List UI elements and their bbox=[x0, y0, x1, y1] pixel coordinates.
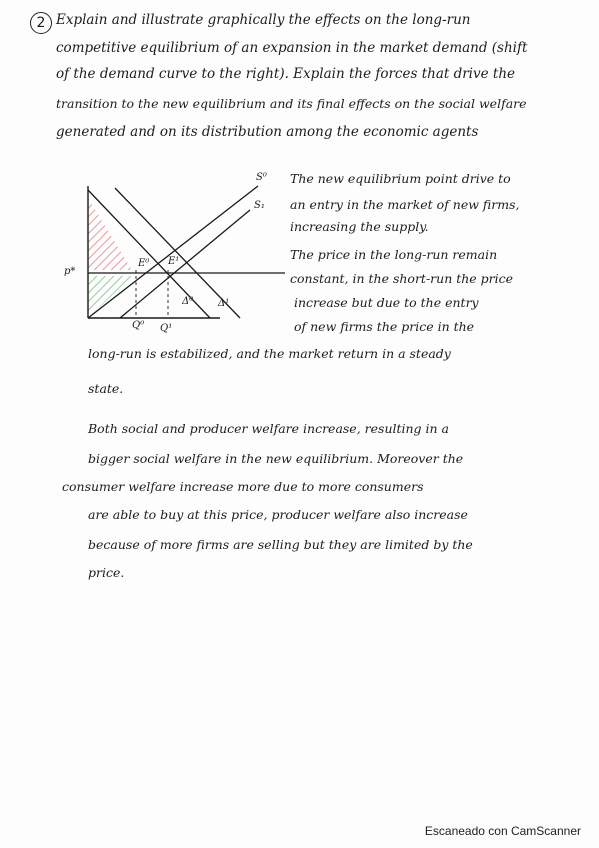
producer-surplus-area bbox=[88, 276, 132, 318]
question-line-3: of the demand curve to the right). Explain the forces that drive the bbox=[56, 66, 516, 82]
answer-right-line-6: increase but due to the entry bbox=[294, 295, 479, 310]
label-q0: Q⁰ bbox=[132, 320, 145, 331]
label-d0: Δ⁰ bbox=[182, 296, 194, 307]
answer-right-line-1: The new equilibrium point drive to bbox=[290, 171, 511, 186]
answer-right-line-3: increasing the supply. bbox=[290, 219, 429, 234]
paragraph2-line-3: consumer welfare increase more due to more consumers bbox=[62, 479, 424, 494]
label-d1: Δ¹ bbox=[218, 298, 230, 309]
answer-full-line-2: state. bbox=[88, 381, 124, 396]
graph-svg bbox=[60, 168, 290, 338]
label-e0: E⁰ bbox=[138, 258, 150, 269]
answer-full-line-1: long-run is estabilized, and the market return in a steady bbox=[88, 346, 451, 361]
label-p-star: p* bbox=[64, 266, 76, 277]
label-e1: E¹ bbox=[168, 256, 180, 267]
answer-right-line-7: of new firms the price in the bbox=[294, 319, 475, 334]
paragraph2-line-2: bigger social welfare in the new equilibrium. Moreover the bbox=[88, 451, 464, 466]
answer-right-line-5: constant, in the short-run the price bbox=[290, 271, 514, 286]
equilibrium-graph bbox=[60, 168, 290, 338]
question-line-2: competitive equilibrium of an expansion in the market demand (shift bbox=[56, 40, 528, 56]
answer-right-line-2: an entry in the market of new firms, bbox=[290, 197, 520, 212]
paragraph2-line-1: Both social and producer welfare increase, resulting in a bbox=[88, 421, 450, 436]
label-s0: S⁰ bbox=[256, 172, 267, 183]
question-line-5: generated and on its distribution among the economic agents bbox=[56, 124, 479, 140]
paragraph2-line-6: price. bbox=[88, 565, 125, 580]
question-line-4: transition to the new equilibrium and its final effects on the social welfare bbox=[56, 96, 527, 111]
paragraph2-line-4: are able to buy at this price, producer welfare also increase bbox=[88, 507, 468, 522]
paragraph2-line-5: because of more firms are selling but they are limited by the bbox=[88, 537, 473, 552]
consumer-surplus-area bbox=[88, 198, 132, 270]
camscanner-watermark: Escaneado con CamScanner bbox=[424, 824, 581, 838]
label-q1: Q¹ bbox=[160, 323, 173, 334]
question-number-badge: 2 bbox=[30, 12, 52, 34]
answer-right-line-4: The price in the long-run remain bbox=[290, 247, 498, 262]
question-line-1: Explain and illustrate graphically the effects on the long-run bbox=[56, 12, 471, 28]
label-s1: S₁ bbox=[254, 200, 265, 211]
